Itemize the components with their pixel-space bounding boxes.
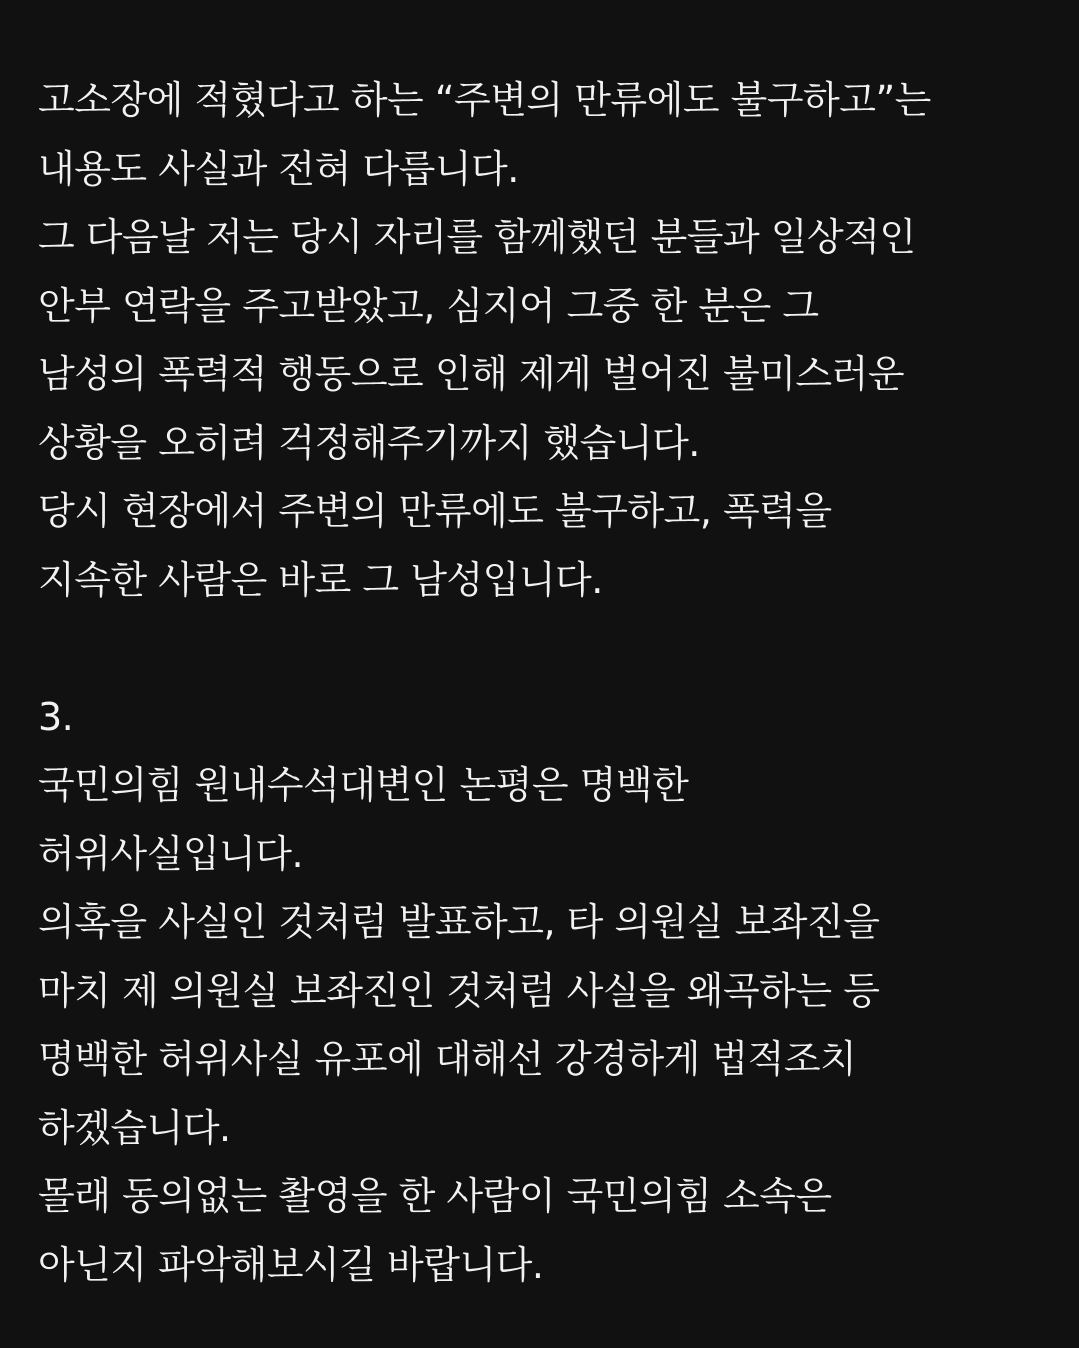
statement-line: 고소장에 적혔다고 하는 “주변의 만류에도 불구하고”는 bbox=[38, 78, 931, 122]
statement-line: 내용도 사실과 전혀 다릅니다. bbox=[38, 146, 519, 191]
statement-line: 상황을 오히려 걱정해주기까지 했습니다. bbox=[38, 420, 700, 465]
statement-line: 그 다음날 저는 당시 자리를 함께했던 분들과 일상적인 bbox=[38, 215, 916, 259]
statement-text bbox=[38, 66, 1058, 1299]
section-number: 3. bbox=[38, 694, 74, 739]
statement-line: 의혹을 사실인 것처럼 발표하고, 타 의원실 보좌진을 bbox=[38, 900, 880, 944]
statement-line: 지속한 사람은 바로 그 남성입니다. bbox=[38, 557, 603, 602]
statement-line: 남성의 폭력적 행동으로 인해 제게 벌어진 불미스러운 bbox=[38, 352, 905, 396]
statement-line: 안부 연락을 주고받았고, 심지어 그중 한 분은 그 bbox=[38, 283, 819, 328]
statement-line: 당시 현장에서 주변의 만류에도 불구하고, 폭력을 bbox=[38, 489, 832, 533]
statement-line: 하겠습니다. bbox=[38, 1105, 231, 1150]
statement-line: 허위사실입니다. bbox=[38, 831, 304, 876]
statement-line: 국민의힘 원내수석대변인 논평은 명백한 bbox=[38, 763, 689, 807]
statement-line: 몰래 동의없는 촬영을 한 사람이 국민의힘 소속은 bbox=[38, 1174, 832, 1218]
statement-line: 아닌지 파악해보시길 바랍니다. bbox=[38, 1242, 544, 1287]
statement-line: 마치 제 의원실 보좌진인 것처럼 사실을 왜곡하는 등 bbox=[38, 968, 880, 1013]
blank-line bbox=[38, 614, 1058, 683]
statement-line: 명백한 허위사실 유포에 대해선 강경하게 법적조치 bbox=[38, 1037, 857, 1081]
